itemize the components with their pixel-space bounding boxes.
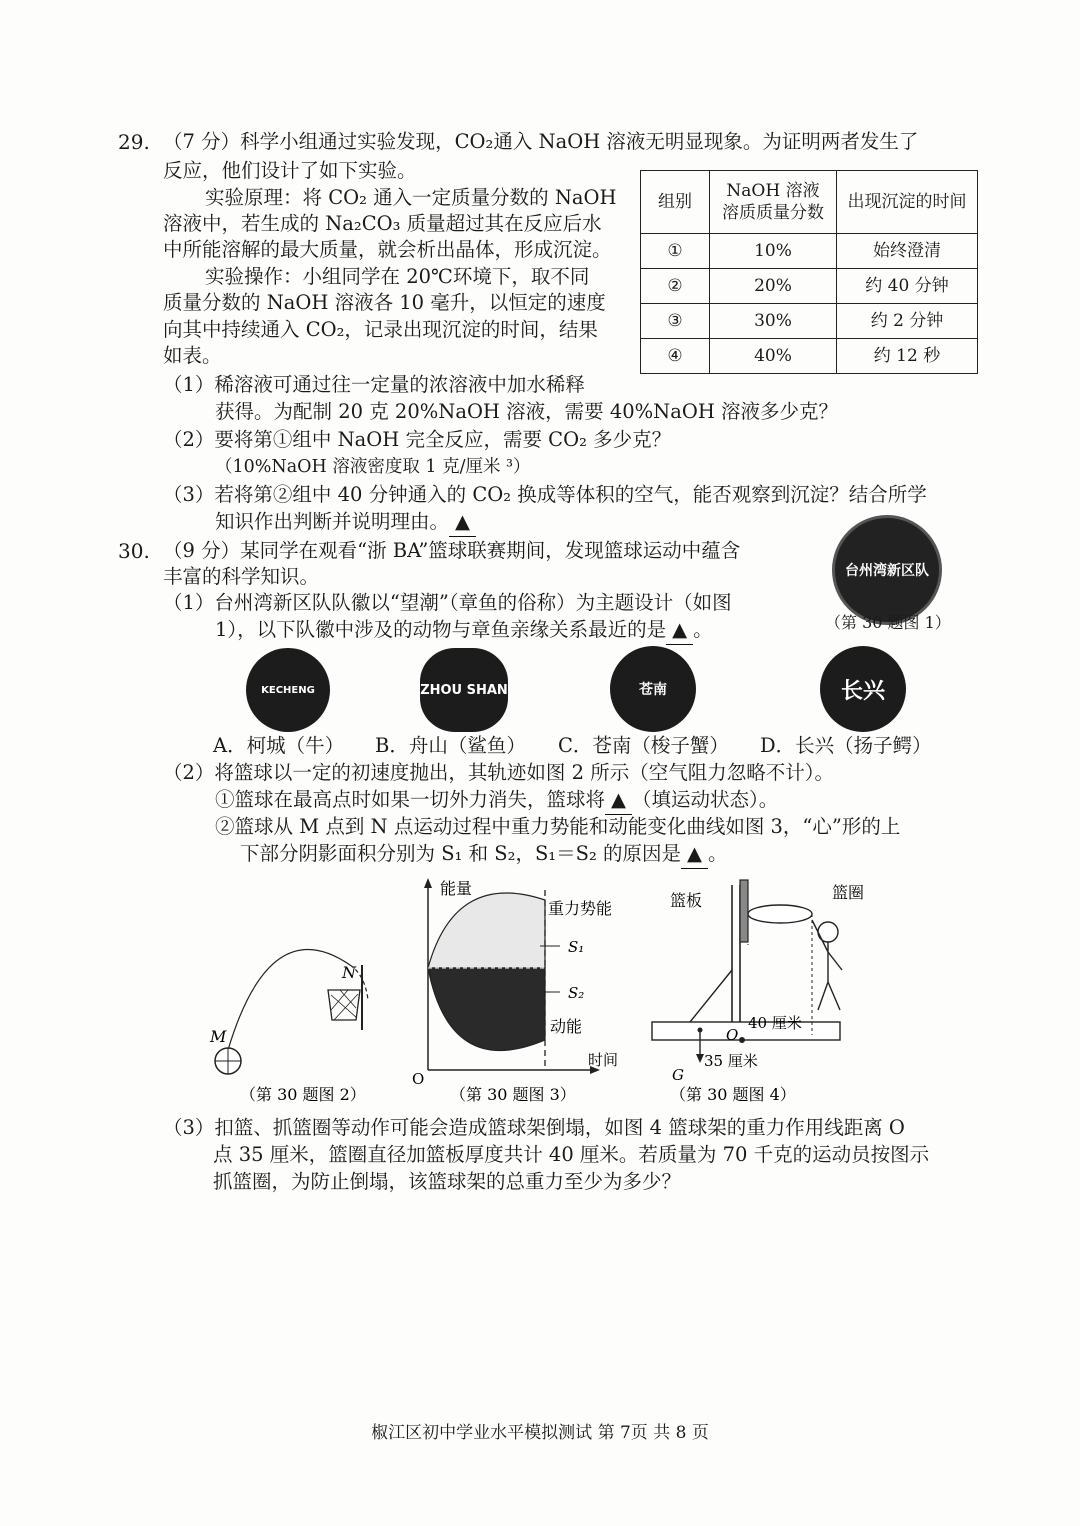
zhoushan-logo-text: ZHOU SHAN (420, 682, 508, 698)
kecheng-logo-ox-icon (246, 648, 330, 732)
q29-sub1-a: （1）稀溶液可通过往一定量的浓溶液中加水稀释 (163, 373, 585, 396)
changxing-logo-text: 长兴 (840, 678, 885, 704)
q30-sub1-b-end: 。 (693, 618, 713, 641)
backboard-label: 篮板 (670, 891, 703, 910)
q30-sub2-c: ②篮球从 M 点到 N 点运动过程中重力势能和动能变化曲线如图 3，“心”形的上 (215, 815, 901, 838)
q29-line2: 反应，他们设计了如下实验。 (163, 159, 417, 182)
q30-sub1-b (215, 616, 713, 645)
q30-sub2-b-end: （填运动状态）。 (632, 788, 779, 811)
fig2-caption: （第 30 题图 2） (240, 1085, 366, 1104)
s2-shaded-area (428, 968, 545, 1051)
q30-sub2-d-text: 下部分阴影面积分别为 S₁ 和 S₂，S₁＝S₂ 的原因是 (240, 842, 681, 865)
table-row (641, 339, 978, 374)
table-header-time: 出现沉淀的时间 (837, 171, 978, 234)
hoop-rim (748, 905, 812, 923)
q30-sub1-a: （1）台州湾新区队队徽以“望潮”（章鱼的俗称）为主题设计（如图 (163, 591, 732, 614)
q30-sub1-b-text: 1），以下队徽中涉及的动物与章鱼亲缘关系最近的是 (215, 618, 667, 641)
q29-operation-3: 向其中持续通入 CO₂，记录出现沉淀的时间，结果 (163, 318, 598, 341)
table-cell: ③ (641, 304, 710, 339)
table-row (641, 234, 978, 269)
table-header-group: 组别 (641, 171, 710, 234)
zhoushan-logo-shark-icon (420, 648, 508, 732)
answer-blank[interactable]: ▲ (681, 840, 708, 869)
q30-number: 30. (118, 539, 150, 563)
fig3-energy-graph (412, 878, 618, 1088)
table-cell: 10% (710, 234, 837, 269)
changxing-logo-alligator-icon (820, 646, 906, 732)
answer-blank[interactable]: ▲ (449, 508, 476, 537)
pe-label: 重力势能 (548, 899, 613, 918)
q29-principle-3: 中所能溶解的最大质量，就会析出晶体，形成沉淀。 (163, 238, 612, 261)
option-b[interactable]: B．舟山（鲨鱼） (375, 734, 526, 757)
option-d[interactable]: D．长兴（扬子鳄） (760, 734, 932, 757)
table-cell: 约 2 分钟 (837, 304, 978, 339)
q29-principle-2: 溶液中，若生成的 Na₂CO₃ 质量超过其在反应后水 (163, 212, 602, 235)
q30-sub2-a: （2）将篮球以一定的初速度抛出，其轨迹如图 2 所示（空气阻力忽略不计）。 (163, 761, 834, 784)
backboard-rect (740, 880, 748, 942)
q29-sub3-b-text: 知识作出判断并说明理由。 (215, 510, 450, 533)
origin-label: O (412, 1070, 425, 1088)
cangnan-logo-crab-icon (610, 646, 696, 732)
q30-sub2-b-text: ①篮球在最高点时如果一切外力消失，篮球将 (215, 788, 606, 811)
q29-principle-1: 实验原理：将 CO₂ 通入一定质量分数的 NaOH (205, 186, 617, 209)
dim-35cm: 35 厘米 (704, 1052, 758, 1070)
fig2-trajectory-diagram (209, 949, 368, 1074)
q29-operation-1: 实验操作：小组同学在 20℃环境下，取不同 (205, 265, 590, 288)
label-m: M (210, 1027, 227, 1046)
taizhou-team-logo (832, 515, 942, 625)
table-cell: ④ (641, 339, 710, 374)
option-a[interactable]: A．柯城（牛） (213, 734, 345, 757)
q30-line1: （9 分）某同学在观看“浙 BA”篮球联赛期间，发现篮球运动中蕴含 (163, 539, 741, 562)
fig4-caption: （第 30 题图 4） (670, 1085, 796, 1104)
table-row (641, 304, 978, 339)
q29-sub2-b: （10%NaOH 溶液密度取 1 克/厘米 ³） (215, 457, 531, 477)
q29-sub3-a: （3）若将第②组中 40 分钟通入的 CO₂ 换成等体积的空气，能否观察到沉淀？结合所学 (163, 483, 927, 506)
q29-operation-2: 质量分数的 NaOH 溶液各 10 毫升，以恒定的速度 (163, 291, 606, 314)
hoop-label: 篮圈 (832, 883, 865, 902)
option-c[interactable]: C．苍南（梭子蟹） (558, 734, 729, 757)
q29-operation-4: 如表。 (163, 344, 222, 367)
dim-40cm: 40 厘米 (748, 1014, 802, 1032)
cangnan-logo-text: 苍南 (639, 682, 667, 698)
table-header-mass-fraction: 溶质质量分数 (722, 203, 824, 223)
q29-sub1-b: 获得。为配制 20 克 20%NaOH 溶液，需要 40%NaOH 溶液多少克？ (215, 400, 839, 423)
table-cell: 20% (710, 269, 837, 304)
table-header-naoh: NaOH 溶液 (726, 181, 820, 201)
q30-sub3-a: （3）扣篮、抓篮圈等动作可能会造成篮球架倒塌，如图 4 篮球架的重力作用线距离 O (163, 1116, 905, 1139)
y-axis-label: 能量 (440, 879, 473, 898)
q29-line1: （7 分）科学小组通过实验发现，CO₂通入 NaOH 溶液无明显现象。为证明两者发生了 (163, 130, 919, 153)
pivot-point-o (739, 1037, 745, 1043)
table-cell: 30% (710, 304, 837, 339)
table-header-concentration (710, 171, 837, 234)
answer-blank[interactable]: ▲ (666, 616, 693, 645)
q30-sub3-b: 点 35 厘米，篮圈直径加篮板厚度共计 40 厘米。若质量为 70 千克的运动员按图示 (213, 1143, 930, 1166)
q30-sub2-b (215, 786, 778, 815)
s1-label: S₁ (568, 938, 585, 956)
table-row (641, 269, 978, 304)
table-cell: 约 40 分钟 (837, 269, 978, 304)
q30-line2: 丰富的科学知识。 (163, 565, 320, 588)
table-cell: ② (641, 269, 710, 304)
figures-row (200, 870, 980, 1110)
kecheng-logo-text: KECHENG (261, 684, 315, 696)
table-cell: 40% (710, 339, 837, 374)
x-axis-label: 时间 (588, 1051, 619, 1069)
trajectory-curve (228, 949, 350, 1050)
ke-label: 动能 (550, 1017, 583, 1036)
fig4-hoop-stand-diagram (652, 880, 864, 1084)
taizhou-logo-text: 台州湾新区队 (845, 563, 929, 579)
fig3-caption: （第 30 题图 3） (450, 1085, 576, 1104)
q30-sub2-d-end: 。 (708, 842, 728, 865)
results-table (640, 170, 978, 374)
label-g: G (672, 1066, 684, 1084)
s2-label: S₂ (568, 984, 585, 1002)
table-cell: 始终澄清 (837, 234, 978, 269)
table-cell: ① (641, 234, 710, 269)
q29-number: 29. (118, 130, 150, 154)
page-footer: 椒江区初中学业水平模拟测试 第 7页 共 8 页 (371, 1423, 709, 1443)
label-o: O (726, 1026, 739, 1044)
fig1-caption: （第 30 题图 1） (825, 613, 951, 632)
q29-sub2-a: （2）要将第①组中 NaOH 完全反应，需要 CO₂ 多少克？ (163, 428, 672, 451)
q29-sub3-b (215, 508, 476, 537)
q30-sub2-d (240, 840, 728, 869)
answer-blank[interactable]: ▲ (605, 786, 632, 815)
q30-sub3-c: 抓篮圈，为防止倒塌，该篮球架的总重力至少为多少？ (213, 1170, 682, 1193)
s1-shaded-area (428, 893, 545, 968)
label-n: N (342, 963, 356, 982)
table-cell: 约 12 秒 (837, 339, 978, 374)
